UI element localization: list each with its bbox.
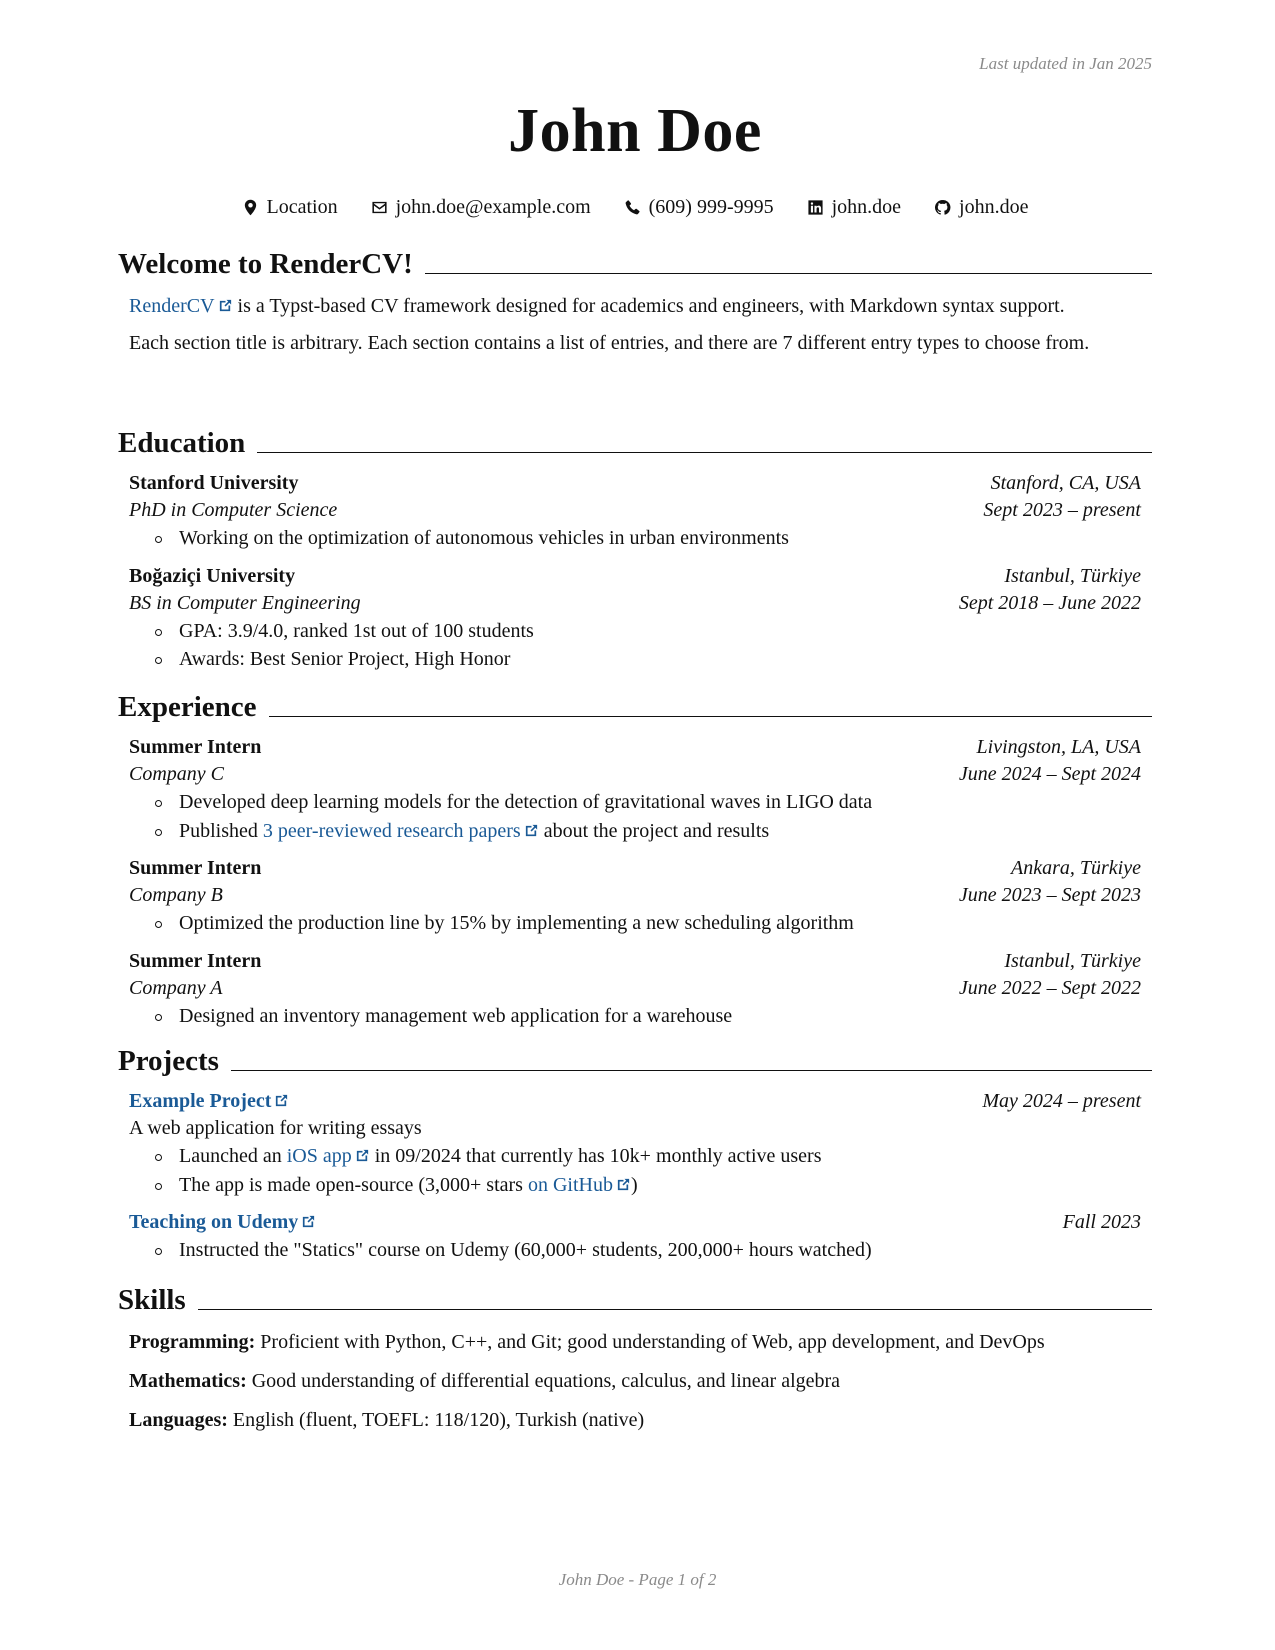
highlight-text: in 09/2024 that currently has 10k+ monthly active users	[369, 1145, 822, 1167]
company: Company C	[129, 763, 224, 785]
welcome-paragraph-2: Each section title is arbitrary. Each section contains a list of entries, and there are 7 different entry types to choose from.	[129, 332, 1090, 354]
external-link-icon	[301, 1210, 316, 1225]
entry-dates: Fall 2023	[1062, 1211, 1141, 1233]
section-title	[118, 429, 1152, 458]
project-entry	[129, 1209, 1141, 1265]
entry-location: Istanbul, Türkiye	[1004, 949, 1141, 972]
project-name[interactable]: Teaching on Udemy	[129, 1211, 299, 1233]
section-education	[118, 429, 1152, 674]
education-entry	[129, 563, 1141, 674]
section-title-text: Skills	[118, 1284, 186, 1316]
skill-label: Programming:	[129, 1331, 256, 1353]
phone-icon	[624, 199, 641, 216]
github-link[interactable]	[528, 1174, 631, 1196]
section-title	[118, 1047, 1152, 1076]
external-link-icon	[524, 818, 539, 833]
skill-mathematics	[129, 1368, 1141, 1395]
contact-email-text[interactable]: john.doe@example.com	[395, 196, 591, 218]
section-skills	[118, 1286, 1152, 1434]
section-experience	[118, 693, 1152, 1030]
highlight-text: Launched an	[179, 1145, 287, 1167]
papers-link-text[interactable]: 3 peer-reviewed research papers	[262, 819, 521, 842]
section-rule	[198, 1309, 1152, 1310]
cv-name: John Doe	[508, 97, 762, 165]
entry-location: Stanford, CA, USA	[990, 472, 1141, 494]
rendercv-link-text[interactable]: RenderCV	[129, 295, 215, 317]
company: Company A	[129, 976, 223, 999]
skill-languages	[129, 1407, 1141, 1434]
last-updated: Last updated in Jan 2025	[979, 54, 1152, 73]
welcome-paragraph-1	[129, 293, 1141, 320]
highlight: Optimized the production line by 15% by implementing a new scheduling algorithm	[155, 909, 1141, 938]
contact-location	[242, 196, 338, 219]
section-title	[118, 693, 1152, 722]
education-entry	[129, 470, 1141, 553]
highlight: Awards: Best Senior Project, High Honor	[155, 645, 1141, 674]
section-title-text: Welcome to RenderCV!	[118, 248, 413, 280]
contact-email[interactable]	[371, 196, 591, 219]
external-link-icon	[355, 1143, 370, 1158]
highlight	[155, 1171, 1141, 1200]
ios-app-link[interactable]	[287, 1145, 370, 1167]
envelope-icon	[371, 199, 388, 216]
external-link-icon	[218, 294, 233, 309]
section-title-text: Education	[118, 427, 246, 459]
contact-linkedin-text[interactable]: john.doe	[831, 196, 902, 218]
section-title	[118, 1286, 1152, 1315]
experience-entry	[129, 734, 1141, 845]
highlight-text: )	[630, 1173, 638, 1196]
github-link-text[interactable]: on GitHub	[527, 1173, 613, 1196]
highlight: Working on the optimization of autonomous vehicles in urban environments	[155, 524, 1141, 553]
welcome-paragraph-1-text: is a Typst-based CV framework designed for academics and engineers, with Markdown syntax support.	[232, 295, 1065, 317]
skill-label: Languages:	[129, 1409, 228, 1431]
highlight-text: The app is made open-source (3,000+ stars	[179, 1173, 528, 1196]
section-rule	[257, 452, 1152, 453]
skill-details: English (fluent, TOEFL: 118/120), Turkish (native)	[227, 1409, 645, 1431]
highlight: Instructed the "Statics" course on Udemy (60,000+ students, 200,000+ hours watched)	[155, 1236, 1141, 1265]
section-title-text: Projects	[118, 1045, 219, 1077]
section-rule	[269, 716, 1152, 717]
skill-programming	[129, 1329, 1141, 1356]
position: Summer Intern	[129, 857, 262, 879]
external-link-icon	[616, 1172, 631, 1187]
contact-location-text: Location	[266, 196, 338, 218]
contact-phone[interactable]	[624, 196, 774, 219]
section-welcome	[118, 250, 1152, 357]
contact-github[interactable]	[934, 196, 1028, 219]
contact-linkedin[interactable]	[807, 196, 901, 219]
ios-app-link-text[interactable]: iOS app	[286, 1145, 352, 1167]
project-summary: A web application for writing essays	[129, 1117, 422, 1139]
entry-dates: May 2024 – present	[982, 1090, 1141, 1112]
external-link-icon	[274, 1089, 289, 1104]
entry-dates: June 2024 – Sept 2024	[958, 763, 1141, 785]
skill-details: Proficient with Python, C++, and Git; good understanding of Web, app development, and DevOps	[255, 1331, 1045, 1353]
entry-dates: June 2022 – Sept 2022	[958, 976, 1141, 999]
company: Company B	[129, 884, 223, 906]
project-entry	[129, 1088, 1141, 1199]
highlight	[155, 817, 1141, 846]
contact-phone-text[interactable]: (609) 999-9995	[648, 196, 774, 218]
section-title	[118, 250, 1152, 279]
entry-location: Ankara, Türkiye	[1011, 857, 1141, 879]
section-rule	[425, 273, 1152, 274]
papers-link[interactable]	[263, 820, 539, 842]
contact-github-text[interactable]: john.doe	[959, 196, 1029, 218]
highlight-text: Published	[179, 819, 263, 842]
highlight	[155, 1142, 1141, 1171]
section-title-text: Experience	[118, 691, 257, 723]
highlight-text: about the project and results	[538, 819, 770, 842]
position: Summer Intern	[129, 949, 262, 972]
contact-bar	[118, 196, 1152, 222]
highlight: Developed deep learning models for the detection of gravitational waves in LIGO data	[155, 788, 1141, 817]
entry-dates: June 2023 – Sept 2023	[958, 884, 1141, 906]
position: Summer Intern	[129, 736, 262, 758]
highlight: Designed an inventory management web application for a warehouse	[155, 1002, 1141, 1031]
section-rule	[231, 1070, 1152, 1071]
entry-location: Istanbul, Türkiye	[1004, 564, 1141, 587]
institution: Boğaziçi University	[129, 564, 296, 587]
institution: Stanford University	[129, 472, 299, 494]
entry-dates: Sept 2023 – present	[983, 499, 1141, 521]
skill-label: Mathematics:	[129, 1370, 247, 1392]
example-project-link[interactable]	[129, 1088, 289, 1115]
entry-dates: Sept 2018 – June 2022	[958, 591, 1141, 614]
degree: PhD in Computer Science	[129, 499, 338, 521]
skill-details: Good understanding of differential equations, calculus, and linear algebra	[246, 1370, 841, 1392]
degree: BS in Computer Engineering	[129, 591, 361, 614]
udemy-link[interactable]	[129, 1209, 316, 1236]
github-icon	[934, 199, 951, 216]
linkedin-icon	[807, 199, 824, 216]
highlight: GPA: 3.9/4.0, ranked 1st out of 100 students	[155, 617, 1141, 646]
entry-location: Livingston, LA, USA	[976, 736, 1141, 758]
section-projects	[118, 1047, 1152, 1265]
project-name[interactable]: Example Project	[129, 1090, 272, 1112]
experience-entry	[129, 948, 1141, 1031]
rendercv-link[interactable]	[129, 295, 233, 317]
experience-entry	[129, 855, 1141, 938]
location-pin-icon	[242, 199, 259, 216]
page-footer: John Doe - Page 1 of 2	[558, 1570, 717, 1589]
